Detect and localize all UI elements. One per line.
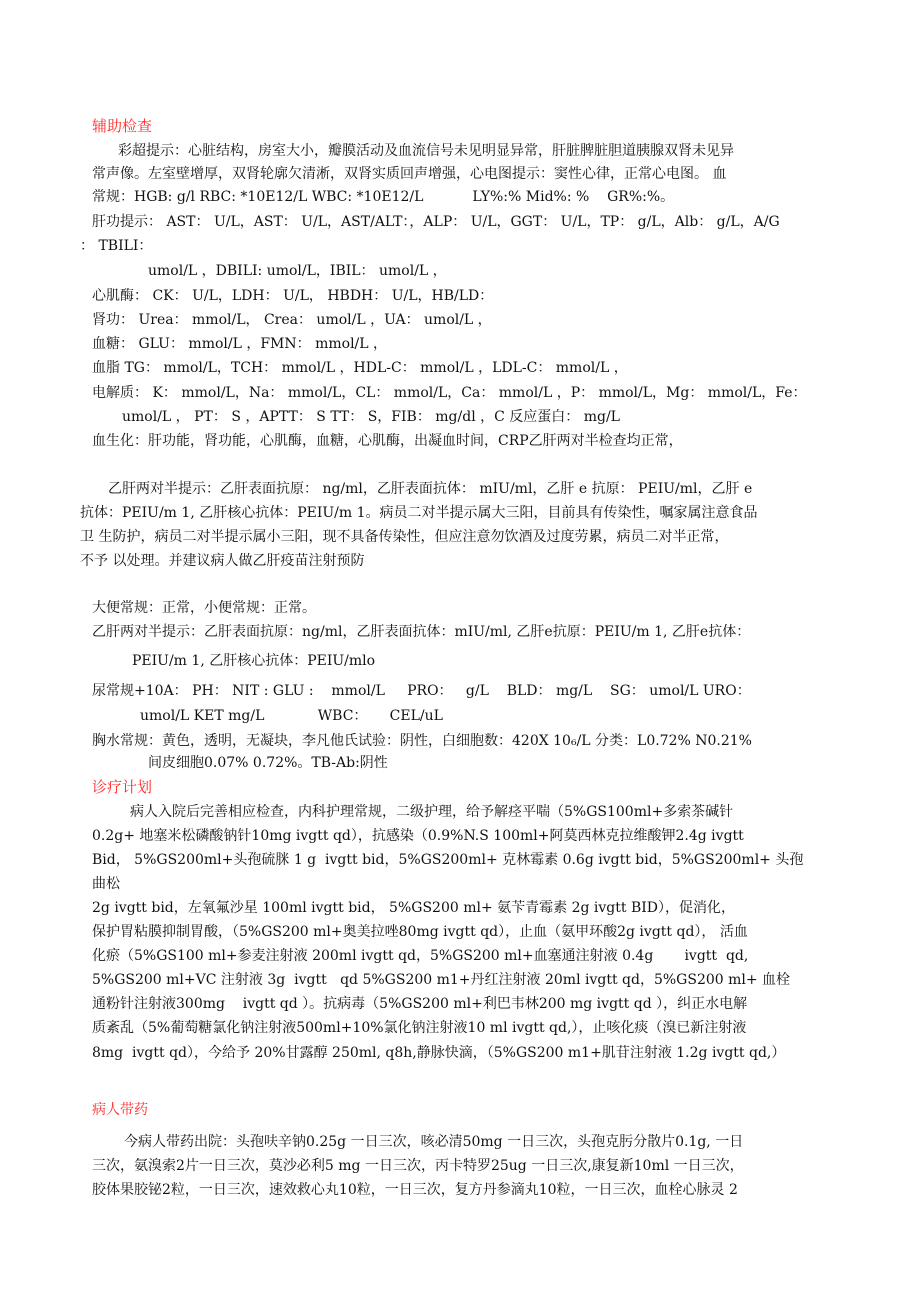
text-line: 5%GS200 ml+VC 注射液 3g ivgtt qd 5%GS200 m1+丹红注射液 20ml ivgtt qd，5%GS200 ml+ 血栓	[92, 972, 791, 988]
text-line: 2g ivgtt bid，左氧氟沙星 100ml ivgtt bid， 5%GS200 ml+ 氨苄青霉素 2g ivgtt BID），促消化，	[92, 900, 736, 916]
text-line: umol/L ， PT： S ，APTT： S TT： S，FIB： mg/dl ，C 反应蛋白： mg/L	[122, 409, 620, 425]
text-line: 血生化：肝功能，肾功能，心肌酶，血糖，心肌酶，出凝血时间，CRP乙肝两对半检查均正常，	[92, 433, 683, 449]
text-line: 血糖： GLU： mmol/L ，FMN： mmol/L ，	[92, 336, 388, 352]
text-line: PEIU/m 1, 乙肝核心抗体：PEIU/mlo	[132, 653, 376, 669]
text-line: ： TBILI：	[80, 238, 153, 254]
text-line: 三次，氨溴索2片一日三次，莫沙必利5 mg 一日三次，丙卡特罗25ug 一日三次,康复新10ml 一日三次，	[92, 1158, 744, 1174]
text-line: 质紊乱（5%葡萄糖氯化钠注射液500ml+10%氯化钠注射液10 ml ivgtt qd,），止咳化痰（溴已新注射液	[92, 1020, 747, 1036]
text-line: 不予 以处理。并建议病人做乙肝疫苗注射预防	[80, 553, 365, 569]
text-line: 彩超提示：心脏结构，房室大小，瓣膜活动及血流信号未见明显异常，肝脏脾脏胆道胰腺双肾未见异	[118, 143, 734, 159]
text-line: umol/L ，DBILI: umol/L，IBIL： umol/L ，	[148, 263, 447, 279]
text-line: 胸水常规：黄色，透明，无凝块，李凡他氏试验：阴性，白细胞数：420X 10₆/L 分类：L0.72% N0.21%	[92, 733, 752, 749]
text-line: 今病人带药出院：头孢呋辛钠0.25g 一日三次，咳必清50mg 一日三次，头孢克肟分散片0.1g, 一日	[124, 1134, 744, 1150]
text-line: 化瘀（5%GS100 ml+参麦注射液 200ml ivgtt qd，5%GS200 ml+血塞通注射液 0.4g ivgtt qd,	[92, 948, 749, 964]
text-line: 抗体：PEIU/m 1, 乙肝核心抗体：PEIU/m 1。病员二对半提示属大三阳，目前具有传染性，嘱家属注意食品	[80, 505, 758, 521]
text-line: 乙肝两对半提示：乙肝表面抗原：ng/ml，乙肝表面抗体：mIU/ml, 乙肝e抗原：PEIU/m 1, 乙肝e抗体：	[92, 624, 751, 640]
text-line: 8mg ivgtt qd），今给予 20%甘露醇 250ml, q8h,静脉快滴，（5%GS200 m1+肌苷注射液 1.2g ivgtt qd,）	[92, 1045, 786, 1061]
text-line: 肝功提示： AST： U/L，AST： U/L，AST/ALT：，ALP： U/L，GGT： U/L，TP： g/L，Alb： g/L，A/G	[92, 214, 780, 230]
text-line: 曲松	[92, 876, 120, 892]
text-line: 乙肝两对半提示：乙肝表面抗原： ng/ml，乙肝表面抗体： mIU/ml，乙肝 e 抗原： PEIU/ml，乙肝 e	[108, 481, 753, 497]
text-line: 电解质： K： mmol/L，Na： mmol/L，CL： mmol/L，Ca： mmol/L ，P： mmol/L，Mg： mmol/L，Fe：	[92, 385, 807, 401]
section-heading-meds: 病人带药	[92, 1102, 148, 1118]
section-heading-aux-exam: 辅助检查	[92, 117, 153, 135]
text-line: 通粉针注射液300mg ivgtt qd ）。抗病毒（5%GS200 ml+利巴韦林200 mg ivgtt qd ），纠正水电解	[92, 996, 748, 1012]
text-line: 常声像。左室壁增厚，双肾轮廓欠清淅，双肾实质回声增强，心电图提示：窦性心律，正常心电图。 血	[92, 166, 727, 182]
text-line: umol/L KET mg/L WBC： CEL/uL	[140, 708, 443, 724]
text-line: 心肌酶： CK： U/L，LDH： U/L， HBDH： U/L，HB/LD：	[92, 288, 494, 304]
text-line: Bid， 5%GS200ml+头孢硫脒 1 g ivgtt bid，5%GS200ml+ 克林霉素 0.6g ivgtt bid，5%GS200ml+ 头孢	[92, 852, 804, 868]
text-line: 胶体果胶铋2粒，一日三次，速效救心丸10粒，一日三次，复方丹参滴丸10粒，一日三次，血栓心脉灵 2	[92, 1182, 738, 1198]
text-line: 尿常规+10A： PH： NIT : GLU : mmol/L PRO： g/L BLD： mg/L SG： umol/L URO：	[92, 683, 751, 699]
text-line: 血脂 TG： mmol/L，TCH： mmol/L ，HDL-C： mmol/L ，LDL-C： mmol/L ，	[92, 360, 628, 376]
text-line: 肾功： Urea： mmol/L， Crea： umol/L ，UA： umol/L ，	[92, 312, 492, 328]
text-line: 常规：HGB: g/l RBC: *10E12/L WBC: *10E12/L LY%:% Mid%: % GR%:%。	[92, 189, 675, 205]
text-line: 保护胃粘膜抑制胃酸，（5%GS200 ml+奥美拉唑80mg ivgtt qd），止血（氨甲环酸2g ivgtt qd）， 活血	[92, 924, 748, 940]
section-heading-plan: 诊疗计划	[92, 778, 153, 796]
text-line: 卫 生防护，病员二对半提示属小三阳，现不具备传染性，但应注意勿饮酒及过度劳累，病员二对半正常，	[80, 529, 729, 545]
text-line: 0.2g+ 地塞米松磷酸钠针10mg ivgtt qd），抗感染（0.9%N.S 100ml+阿莫西林克拉维酸钾2.4g ivgtt	[92, 828, 744, 844]
text-line: 大便常规：正常，小便常规：正常。	[92, 600, 316, 616]
text-line: 病人入院后完善相应检查，内科护理常规，二级护理，给予解痉平喘（5%GS100ml+多索茶碱针	[130, 804, 734, 820]
text-line: 间皮细胞0.07% 0.72%。TB-Ab:阴性	[148, 755, 388, 771]
